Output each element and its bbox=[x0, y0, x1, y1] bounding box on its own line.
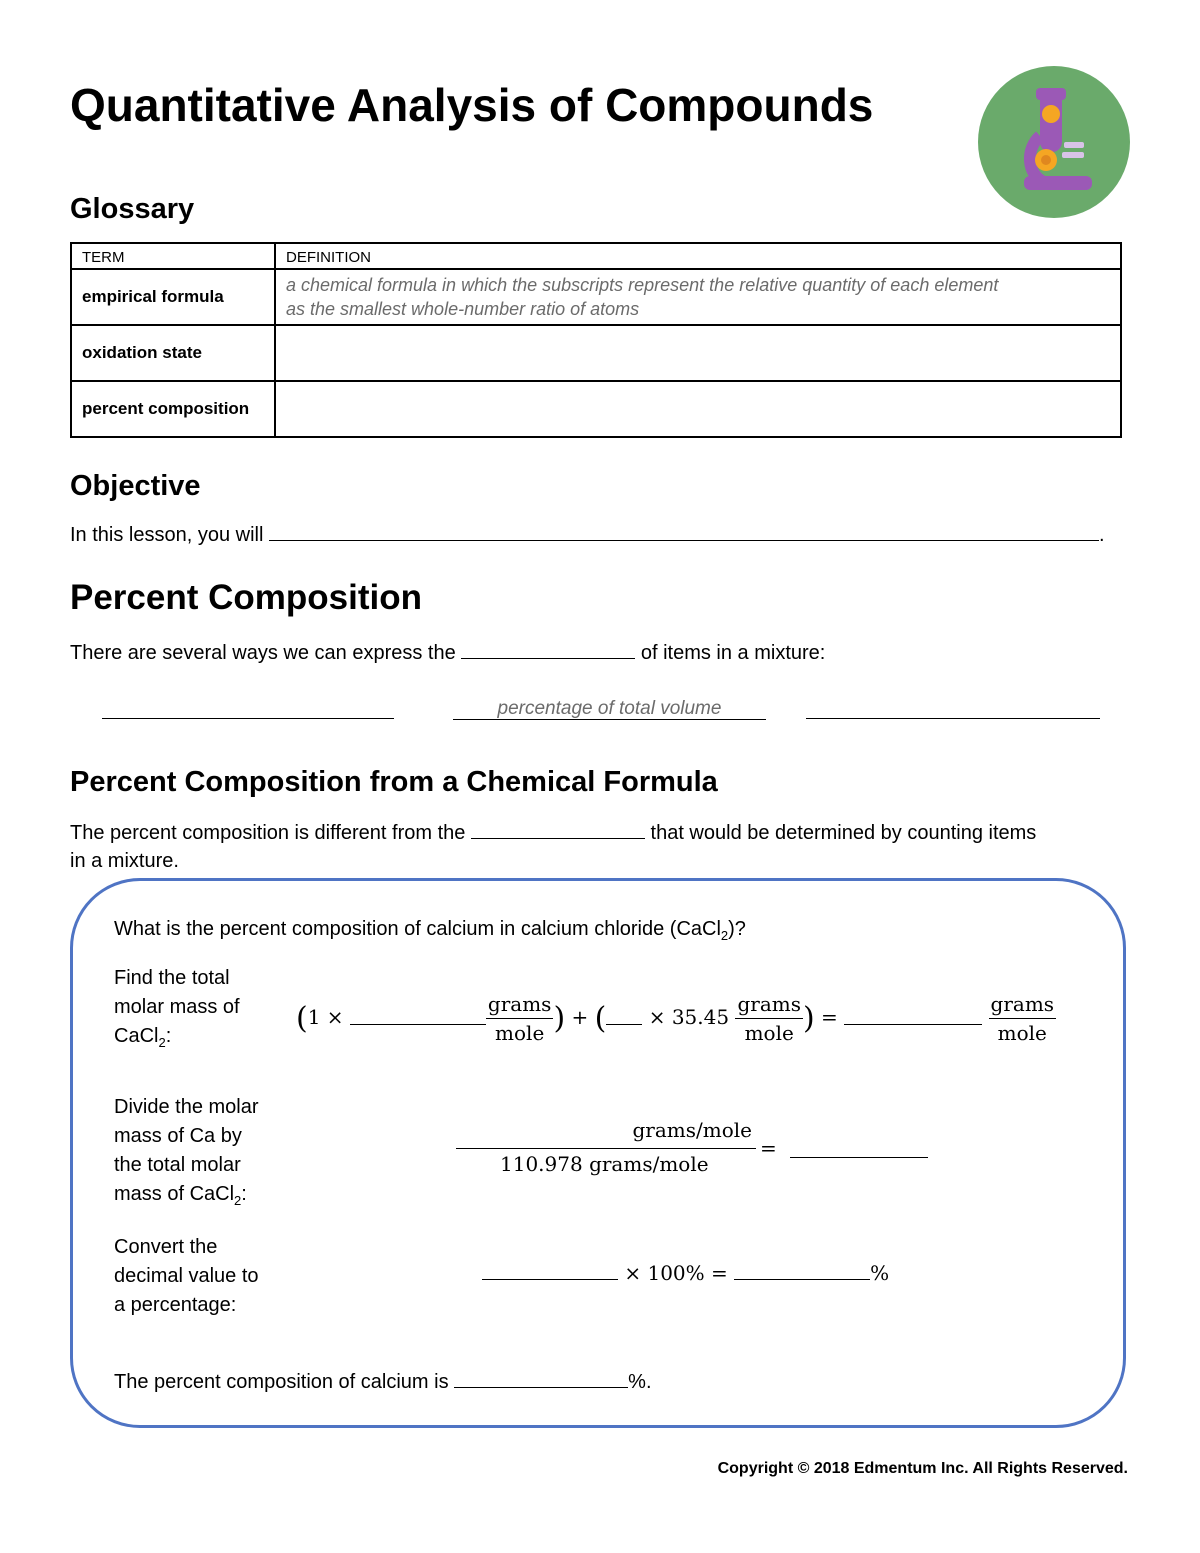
table-header-row bbox=[71, 243, 1121, 269]
definition-line: as the smallest whole-number ratio of atoms bbox=[286, 299, 640, 319]
objective-prefix: In this lesson, you will bbox=[70, 524, 264, 546]
paren-close: ) bbox=[553, 1001, 566, 1036]
glossary-definition-field[interactable] bbox=[275, 325, 1121, 381]
step2-label-line: mass of Ca by bbox=[114, 1125, 242, 1147]
definition-line: a chemical formula in which the subscripts represent the relative quantity of each element bbox=[286, 275, 999, 295]
step3-label-line: Convert the bbox=[114, 1236, 218, 1258]
formula-subscript: 2 bbox=[234, 1193, 242, 1208]
objective-suffix: . bbox=[1098, 524, 1105, 546]
objective-heading: Objective bbox=[70, 470, 201, 502]
percent-sign: % bbox=[870, 1261, 890, 1285]
unit-denominator: mole bbox=[495, 1021, 545, 1045]
table-row bbox=[71, 269, 1121, 325]
step2-label-line: Divide the molar bbox=[114, 1096, 259, 1118]
ff-blank[interactable] bbox=[471, 820, 645, 839]
step2-label-line bbox=[114, 1180, 259, 1215]
step3-equation bbox=[482, 1261, 889, 1285]
expression-blank-2[interactable]: percentage of total volume bbox=[453, 698, 766, 720]
pc-blank[interactable] bbox=[461, 640, 635, 659]
paren-close: ) bbox=[802, 1001, 815, 1036]
step3-label-line: decimal value to bbox=[114, 1265, 259, 1287]
term-column-header: TERM bbox=[71, 243, 275, 269]
table-row bbox=[71, 325, 1121, 381]
pc-suffix: of items in a mixture: bbox=[640, 642, 826, 664]
unit-numerator: grams bbox=[735, 990, 803, 1019]
label-colon: : bbox=[165, 1025, 172, 1047]
total-molar-mass-blank[interactable] bbox=[844, 1012, 982, 1025]
percent-composition-heading: Percent Composition bbox=[70, 578, 422, 617]
times-value: × 35.45 bbox=[648, 1005, 730, 1029]
question-end: )? bbox=[728, 918, 746, 940]
plus-sign: + bbox=[571, 1005, 589, 1029]
copyright-notice: Copyright © 2018 Edmentum Inc. All Rights Reserved. bbox=[717, 1460, 1128, 1477]
pc-prefix: There are several ways we can express the bbox=[70, 642, 456, 664]
paren-open: ( bbox=[594, 1001, 607, 1036]
glossary-term: oxidation state bbox=[71, 325, 275, 381]
microscope-icon bbox=[978, 66, 1130, 218]
glossary-table bbox=[70, 242, 1122, 438]
unit-numerator: grams bbox=[989, 990, 1057, 1019]
unit-fraction bbox=[735, 990, 803, 1047]
ff-prefix: The percent composition is different from the bbox=[70, 822, 466, 844]
step2-fraction bbox=[456, 1118, 756, 1179]
from-formula-line2: in a mixture. bbox=[70, 850, 179, 872]
step2-label-line: the total molar bbox=[114, 1154, 241, 1176]
table-row bbox=[71, 381, 1121, 437]
formula-text: CaCl bbox=[114, 1025, 159, 1047]
step1-label-line bbox=[114, 1022, 240, 1057]
glossary-term: percent composition bbox=[71, 381, 275, 437]
glossary-heading: Glossary bbox=[70, 193, 195, 225]
microscope-logo bbox=[978, 66, 1130, 218]
step3-label bbox=[114, 1233, 259, 1320]
step1-equation bbox=[296, 990, 1056, 1047]
formula-subscript: 2 bbox=[158, 1035, 166, 1050]
step2-numerator: grams/mole bbox=[632, 1118, 752, 1142]
unit-fraction bbox=[989, 990, 1057, 1047]
step1-label-line: Find the total bbox=[114, 967, 230, 989]
unit-fraction bbox=[486, 990, 554, 1047]
percentage-blank[interactable] bbox=[734, 1265, 870, 1280]
expression-blank-1[interactable] bbox=[102, 718, 394, 719]
paren-open: ( bbox=[296, 1001, 308, 1036]
unit-numerator: grams bbox=[486, 990, 554, 1019]
final-prefix: The percent composition of calcium is bbox=[114, 1371, 449, 1393]
cl-count-blank[interactable] bbox=[606, 1012, 642, 1025]
from-formula-line1 bbox=[70, 820, 1036, 845]
unit-denominator: mole bbox=[744, 1021, 794, 1045]
step1-label bbox=[114, 964, 240, 1057]
objective-blank[interactable] bbox=[269, 522, 1099, 541]
final-suffix: %. bbox=[628, 1371, 652, 1393]
final-answer-blank[interactable] bbox=[454, 1369, 628, 1388]
equals-sign: = bbox=[821, 1005, 838, 1029]
times-100-percent: × 100% = bbox=[624, 1261, 728, 1285]
decimal-value-blank[interactable] bbox=[482, 1265, 618, 1280]
final-statement bbox=[114, 1369, 652, 1394]
unit-denominator: mole bbox=[997, 1021, 1047, 1045]
formula-text: mass of CaCl bbox=[114, 1183, 235, 1205]
glossary-definition[interactable] bbox=[275, 269, 1121, 325]
one-times: 1 × bbox=[307, 1005, 344, 1029]
ca-molar-mass-blank[interactable] bbox=[350, 1012, 486, 1025]
page-title: Quantitative Analysis of Compounds bbox=[70, 79, 874, 131]
question-text: What is the percent composition of calcium in calcium chloride (CaCl bbox=[114, 918, 721, 940]
step2-equals: = bbox=[760, 1136, 777, 1160]
step2-denominator: 110.978 grams/mole bbox=[500, 1152, 709, 1176]
percent-composition-text bbox=[70, 640, 825, 665]
definition-column-header: DEFINITION bbox=[275, 243, 1121, 269]
expression-blank-3[interactable] bbox=[806, 718, 1100, 719]
decimal-result-blank[interactable] bbox=[790, 1157, 928, 1158]
label-colon: : bbox=[241, 1183, 247, 1205]
objective-text bbox=[70, 522, 1105, 547]
step1-label-line: molar mass of bbox=[114, 996, 240, 1018]
glossary-definition-field[interactable] bbox=[275, 381, 1121, 437]
glossary-term: empirical formula bbox=[71, 269, 275, 325]
step3-label-line: a percentage: bbox=[114, 1294, 237, 1316]
ff-suffix: that would be determined by counting items bbox=[650, 822, 1037, 844]
problem-question bbox=[114, 918, 746, 943]
from-formula-heading: Percent Composition from a Chemical Formula bbox=[70, 766, 718, 798]
step2-label bbox=[114, 1093, 259, 1215]
step2-numerator-row[interactable] bbox=[456, 1118, 756, 1149]
question-subscript: 2 bbox=[720, 928, 729, 943]
